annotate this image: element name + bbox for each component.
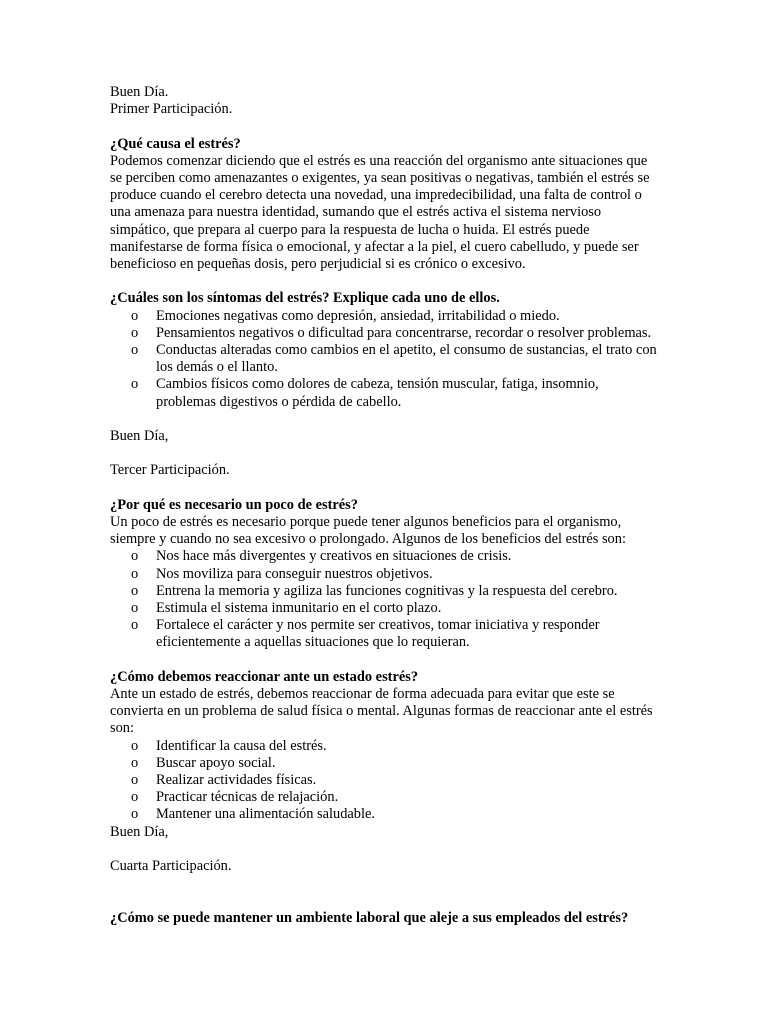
bullet-marker: o bbox=[131, 789, 139, 806]
answer-paragraph: Un poco de estrés es necesario porque puede tener algunos beneficios para el organismo, siempre y cuando no sea excesivo o prolongado. Algunos de los beneficios del estrés son: bbox=[110, 514, 626, 548]
list-item-text: Conductas alteradas como cambios en el apetito, el consumo de sustancias, el trato con los demás o el llanto. bbox=[156, 342, 657, 376]
list-item bbox=[110, 325, 660, 342]
list-item-text: Estimula el sistema inmunitario en el corto plazo. bbox=[156, 600, 442, 617]
participation-label: Tercer Participación. bbox=[110, 462, 230, 479]
list-item-text: Identificar la causa del estrés. bbox=[156, 737, 327, 754]
bullet-list bbox=[110, 548, 660, 651]
list-item bbox=[110, 738, 660, 755]
blank-line bbox=[110, 892, 660, 909]
list-item bbox=[110, 600, 660, 617]
blank-line bbox=[110, 652, 660, 669]
participation-label: Cuarta Participación. bbox=[110, 858, 232, 875]
blank-line bbox=[110, 411, 660, 428]
list-item bbox=[110, 376, 660, 410]
question-heading: ¿Cómo se puede mantener un ambiente laboral que aleje a sus empleados del estrés? bbox=[110, 909, 629, 926]
document-content bbox=[110, 84, 660, 927]
bullet-marker: o bbox=[131, 565, 139, 582]
list-item-text: Entrena la memoria y agiliza las funciones cognitivas y la respuesta del cerebro. bbox=[156, 582, 618, 599]
blank-line bbox=[110, 841, 660, 858]
blank-line bbox=[110, 273, 660, 290]
bullet-marker: o bbox=[131, 324, 139, 341]
bullet-marker: o bbox=[131, 376, 139, 393]
question-heading: ¿Por qué es necesario un poco de estrés? bbox=[110, 496, 358, 513]
blank-line bbox=[110, 480, 660, 497]
question-heading: ¿Qué causa el estrés? bbox=[110, 135, 241, 152]
participation-label: Primer Participación. bbox=[110, 101, 233, 118]
list-item bbox=[110, 308, 660, 325]
bullet-marker: o bbox=[131, 772, 139, 789]
answer-paragraph: Podemos comenzar diciendo que el estrés es una reacción del organismo ante situaciones que se perciben como amenazantes o exigentes, ya sean positivas o negativas, también el estrés se produce cuando el cerebro detecta una novedad, una impredecibilidad, una falta de control o una amenaza para nuestra identidad, sumando que el estrés activa el sistema nervioso simpático, que prepara al cuerpo para la respuesta de lucha o huida. El estrés puede manifestarse de forma física o emocional, y afectar a la piel, el cuero cabelludo, y puede ser beneficioso en pequeñas dosis, pero perjudicial si es crónico o excesivo. bbox=[110, 152, 650, 273]
bullet-marker: o bbox=[131, 600, 139, 617]
list-item-text: Emociones negativas como depresión, ansiedad, irritabilidad o miedo. bbox=[156, 307, 560, 324]
list-item-text: Realizar actividades físicas. bbox=[156, 772, 317, 789]
list-item-text: Cambios físicos como dolores de cabeza, tensión muscular, fatiga, insomnio, problemas digestivos o pérdida de cabello. bbox=[156, 376, 599, 410]
bullet-marker: o bbox=[131, 548, 139, 565]
bullet-marker: o bbox=[131, 307, 139, 324]
bullet-marker: o bbox=[131, 806, 139, 823]
list-item-text: Mantener una alimentación saludable. bbox=[156, 806, 375, 823]
list-item bbox=[110, 548, 660, 565]
list-item-text: Practicar técnicas de relajación. bbox=[156, 789, 339, 806]
blank-line bbox=[110, 875, 660, 892]
list-item-text: Nos moviliza para conseguir nuestros objetivos. bbox=[156, 565, 433, 582]
list-item bbox=[110, 772, 660, 789]
greeting: Buen Día, bbox=[110, 823, 169, 840]
bullet-marker: o bbox=[131, 582, 139, 599]
bullet-marker: o bbox=[131, 754, 139, 771]
list-item-text: Buscar apoyo social. bbox=[156, 754, 276, 771]
bullet-marker: o bbox=[131, 342, 139, 359]
blank-line bbox=[110, 118, 660, 135]
list-item bbox=[110, 755, 660, 772]
list-item bbox=[110, 583, 660, 600]
list-item bbox=[110, 566, 660, 583]
question-heading: ¿Cómo debemos reaccionar ante un estado estrés? bbox=[110, 668, 419, 685]
bullet-marker: o bbox=[131, 737, 139, 754]
greeting: Buen Día, bbox=[110, 428, 169, 445]
greeting: Buen Día. bbox=[110, 84, 169, 100]
answer-paragraph: Ante un estado de estrés, debemos reaccionar de forma adecuada para evitar que este se convierta en un problema de salud física o mental. Algunas formas de reaccionar ante el estrés son: bbox=[110, 686, 653, 737]
list-item bbox=[110, 617, 660, 651]
list-item bbox=[110, 342, 660, 376]
list-item-text: Nos hace más divergentes y creativos en situaciones de crisis. bbox=[156, 548, 512, 565]
list-item bbox=[110, 789, 660, 806]
bullet-list bbox=[110, 308, 660, 411]
bullet-list bbox=[110, 738, 660, 824]
blank-line bbox=[110, 445, 660, 462]
list-item bbox=[110, 806, 660, 823]
bullet-marker: o bbox=[131, 617, 139, 634]
list-item-text: Fortalece el carácter y nos permite ser creativos, tomar iniciativa y responder eficientemente a aquellas situaciones que lo requieran. bbox=[156, 617, 600, 651]
list-item-text: Pensamientos negativos o dificultad para concentrarse, recordar o resolver problemas. bbox=[156, 324, 652, 341]
question-heading: ¿Cuáles son los síntomas del estrés? Explique cada uno de ellos. bbox=[110, 290, 500, 307]
